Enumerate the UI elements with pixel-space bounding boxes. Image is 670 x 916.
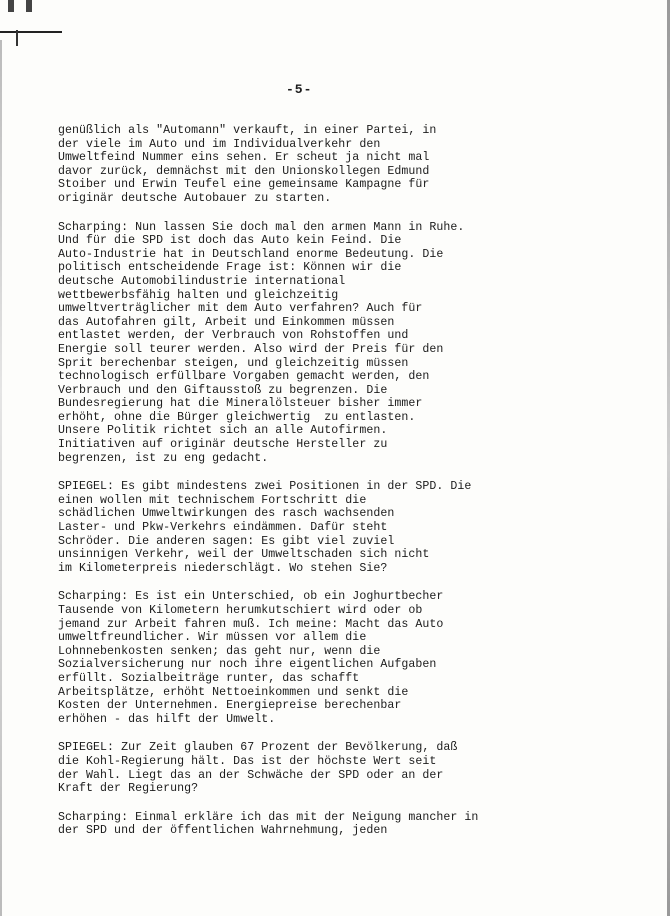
text-line: die Kohl-Regierung hält. Das ist der höchste Wert seit <box>58 754 437 768</box>
paragraph <box>58 480 498 575</box>
scan-left-edge <box>0 40 2 916</box>
text-line: Auto-Industrie hat in Deutschland enorme Bedeutung. Die <box>58 247 444 261</box>
text-line: einen wollen mit technischem Fortschritt die <box>58 493 367 507</box>
text-line: davor zurück, demnächst mit den Unionskollegen Edmund <box>58 164 430 178</box>
interview-text <box>58 124 498 853</box>
text-line: Tausende von Kilometern herumkutschiert wird oder ob <box>58 604 423 617</box>
page-number: -5- <box>286 82 313 97</box>
text-line: Initiativen auf originär deutsche Hersteller zu <box>58 438 388 452</box>
text-line: Verbrauch und den Giftausstoß zu begrenzen. Die <box>58 383 388 397</box>
text-line: Scharping: Nun lassen Sie doch mal den armen Mann in Ruhe. <box>58 220 465 234</box>
text-line: Laster- und Pkw-Verkehrs eindämmen. Dafür steht <box>58 521 388 535</box>
text-line: wettbewerbsfähig halten und gleichzeitig <box>58 288 339 302</box>
paragraph <box>58 221 498 466</box>
paragraph <box>58 124 498 206</box>
text-line: erhöhen - das hilft der Umwelt. <box>58 712 276 726</box>
text-line: umweltverträglicher mit dem Auto verfahren? Auch für <box>58 302 423 316</box>
paragraph <box>58 590 498 726</box>
text-line: deutsche Automobilindustrie international <box>58 274 346 288</box>
text-line: Unsere Politik richtet sich an alle Autofirmen. <box>58 424 388 438</box>
text-line: Energie soll teurer werden. Also wird der Preis für den <box>58 342 444 356</box>
text-line: technologisch erfüllbare Vorgaben gemacht werden, den <box>58 370 430 384</box>
text-line: Scharping: Einmal erkläre ich das mit der Neigung mancher in <box>58 810 479 824</box>
text-line: politisch entscheidende Frage ist: Können wir die <box>58 261 402 275</box>
scan-artifact-tick <box>26 0 32 12</box>
text-line: jemand zur Arbeit fahren muß. Ich meine: Macht das Auto <box>58 617 444 631</box>
text-line: Kosten der Unternehmen. Energiepreise berechenbar <box>58 699 402 713</box>
text-line: Kraft der Regierung? <box>58 782 199 796</box>
text-line: schädlichen Umweltwirkungen des rasch wachsenden <box>58 507 395 521</box>
text-line: Arbeitsplätze, erhöht Nettoeinkommen und senkt die <box>58 685 409 699</box>
text-line: Und für die SPD ist doch das Auto kein Feind. Die <box>58 234 402 248</box>
text-line: Sprit berechenbar steigen, und gleichzeitig müssen <box>58 356 409 370</box>
text-line: unsinnigen Verkehr, weil der Umweltschaden sich nicht <box>58 548 430 562</box>
paragraph <box>58 811 498 838</box>
text-line: Sozialversicherung nur noch ihre eigentlichen Aufgaben <box>58 658 437 672</box>
text-line: erhöht, ohne die Bürger gleichwertig zu entlasten. <box>58 410 416 424</box>
text-line: umweltfreundlicher. Wir müssen vor allem die <box>58 631 367 645</box>
text-line: der Wahl. Liegt das an der Schwäche der SPD oder an der <box>58 768 444 782</box>
scan-artifact-tick <box>8 0 14 12</box>
scan-artifact-line <box>0 31 62 33</box>
text-line: der SPD und der öffentlichen Wahrnehmung, jeden <box>58 824 388 838</box>
text-line: SPIEGEL: Es gibt mindestens zwei Positionen in der SPD. Die <box>58 480 472 494</box>
text-line: Scharping: Es ist ein Unterschied, ob ein Joghurtbecher <box>58 590 444 604</box>
text-line: Schröder. Die anderen sagen: Es gibt viel zuviel <box>58 534 395 548</box>
scan-artifact-mark <box>16 30 18 46</box>
text-line: das Autofahren gilt, Arbeit und Einkommen müssen <box>58 315 395 329</box>
text-line: Stoiber und Erwin Teufel eine gemeinsame Kampagne für <box>58 178 430 192</box>
text-line: begrenzen, ist zu eng gedacht. <box>58 451 269 465</box>
text-line: erfüllt. Sozialbeiträge runter, das schafft <box>58 671 360 685</box>
text-line: im Kilometerpreis niederschlägt. Wo stehen Sie? <box>58 561 388 575</box>
text-line: originär deutsche Autobauer zu starten. <box>58 191 332 205</box>
text-line: Umweltfeind Nummer eins sehen. Er scheut ja nicht mal <box>58 151 430 165</box>
text-line: entlastet werden, der Verbrauch von Rohstoffen und <box>58 329 409 343</box>
text-line: Lohnnebenkosten senken; das geht nur, wenn die <box>58 644 381 658</box>
text-line: SPIEGEL: Zur Zeit glauben 67 Prozent der Bevölkerung, daß <box>58 741 458 755</box>
text-line: Bundesregierung hat die Mineralölsteuer bisher immer <box>58 397 423 411</box>
paragraph <box>58 741 498 795</box>
text-line: der viele im Auto und im Individualverkehr den <box>58 137 381 151</box>
text-line: genüßlich als "Automann" verkauft, in einer Partei, in <box>58 124 437 137</box>
